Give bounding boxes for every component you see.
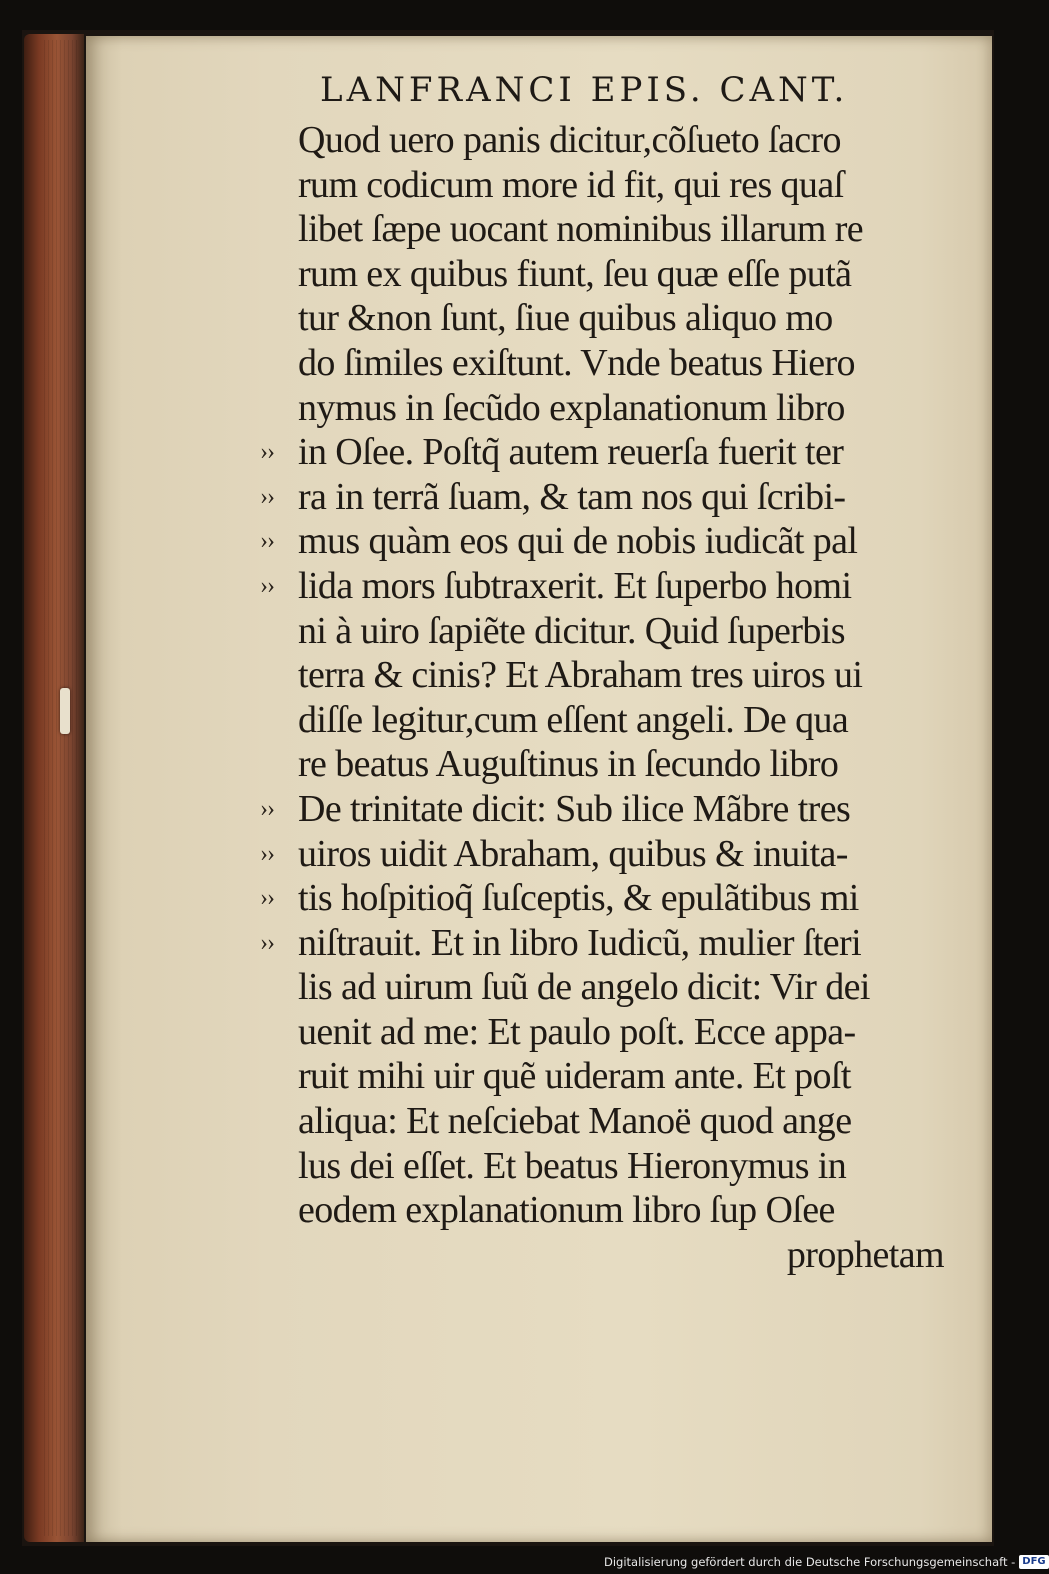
text-line xyxy=(298,1010,948,1055)
text-line xyxy=(298,1099,948,1144)
line-text: terra & cinis? Et Abraham tres uiros ui xyxy=(298,654,863,697)
running-head: LANFRANCI EPIS. CANT. xyxy=(320,70,849,110)
line-text: uiros uidit Abraham, quibus & inuita- xyxy=(298,832,848,875)
quotation-marker: ›› xyxy=(260,795,274,822)
line-text: ruit mihi uir quẽ uideram ante. Et poſt xyxy=(298,1055,851,1098)
quotation-marker: ›› xyxy=(260,572,274,599)
line-text: tis hoſpitioq̃ ſuſceptis, & epulãtibus mi xyxy=(298,877,859,920)
line-text: prophetam xyxy=(786,1233,944,1276)
text-line xyxy=(298,1233,948,1278)
fore-edge-texture xyxy=(44,40,80,1536)
text-line xyxy=(260,832,948,877)
quotation-marker: ›› xyxy=(260,885,274,912)
line-text: lida mors ſubtraxerit. Et ſuperbo homi xyxy=(298,564,852,607)
line-text: Quod uero panis dicitur,cõſueto ſacro xyxy=(298,119,841,161)
line-text: diſſe legitur,cum eſſent angeli. De qua xyxy=(298,698,849,741)
line-text: lis ad uirum ſuũ de angelo dicit: Vir dei xyxy=(298,966,870,1009)
text-line xyxy=(298,742,948,787)
text-line xyxy=(298,252,948,297)
line-text: re beatus Auguſtinus in ſecundo libro xyxy=(298,743,839,786)
line-text: libet ſæpe uocant nominibus illarum re xyxy=(298,208,864,251)
text-line xyxy=(298,1054,948,1099)
text-line xyxy=(298,118,948,163)
text-line xyxy=(298,965,948,1010)
text-line xyxy=(260,519,948,564)
text-line xyxy=(260,921,948,966)
line-text: niſtrauit. Et in libro Iudicũ, mulier ſteri xyxy=(298,921,862,964)
line-text: nymus in ſecũdo explanationum libro xyxy=(298,386,845,429)
text-line xyxy=(298,386,948,431)
digitization-footer xyxy=(604,1553,1049,1571)
text-line xyxy=(298,698,948,743)
line-text: uenit ad me: Et paulo poſt. Ecce appa- xyxy=(298,1010,856,1053)
line-text: ni à uiro ſapiẽte dicitur. Quid ſuperbis xyxy=(298,609,845,652)
text-line xyxy=(260,430,948,475)
body-text xyxy=(260,118,948,1277)
line-text: mus quàm eos qui de nobis iudicãt pal xyxy=(298,520,858,563)
quotation-marker: ›› xyxy=(260,929,274,956)
quotation-marker: ›› xyxy=(260,483,274,510)
text-line xyxy=(298,653,948,698)
text-line xyxy=(298,296,948,341)
page-clasp-marker xyxy=(60,688,70,734)
text-line xyxy=(298,207,948,252)
text-line xyxy=(298,163,948,208)
line-text: tur &non ſunt, ſiue quibus aliquo mo xyxy=(298,297,833,340)
text-line xyxy=(298,341,948,386)
text-line xyxy=(298,1188,948,1233)
line-text: in Oſee. Poſtq̃ autem reuerſa fuerit ter xyxy=(298,431,844,474)
quotation-marker: ›› xyxy=(260,528,274,555)
text-line xyxy=(260,475,948,520)
text-line xyxy=(298,609,948,654)
funding-credit: Digitalisierung gefördert durch die Deutsche Forschungsgemeinschaft - xyxy=(604,1555,1016,1569)
line-text: lus dei eſſet. Et beatus Hieronymus in xyxy=(298,1144,847,1187)
dfg-logo: DFG xyxy=(1019,1555,1048,1569)
line-text: rum codicum more id fit, qui res quaſ xyxy=(298,163,844,206)
text-line xyxy=(298,1144,948,1189)
line-text: eodem explanationum libro ſup Oſee xyxy=(298,1189,835,1232)
line-text: rum ex quibus fiunt, ſeu quæ eſſe putã xyxy=(298,252,852,295)
quotation-marker: ›› xyxy=(260,439,274,466)
text-line xyxy=(260,876,948,921)
line-text: De trinitate dicit: Sub ilice Mãbre tres xyxy=(298,787,851,830)
line-text: ra in terrã ſuam, & tam nos qui ſcribi- xyxy=(298,475,846,518)
quotation-marker: ›› xyxy=(260,840,274,867)
line-text: aliqua: Et neſciebat Manoë quod ange xyxy=(298,1100,852,1143)
line-text: do ſimiles exiſtunt. Vnde beatus Hiero xyxy=(298,341,855,384)
text-line xyxy=(260,787,948,832)
text-line xyxy=(260,564,948,609)
